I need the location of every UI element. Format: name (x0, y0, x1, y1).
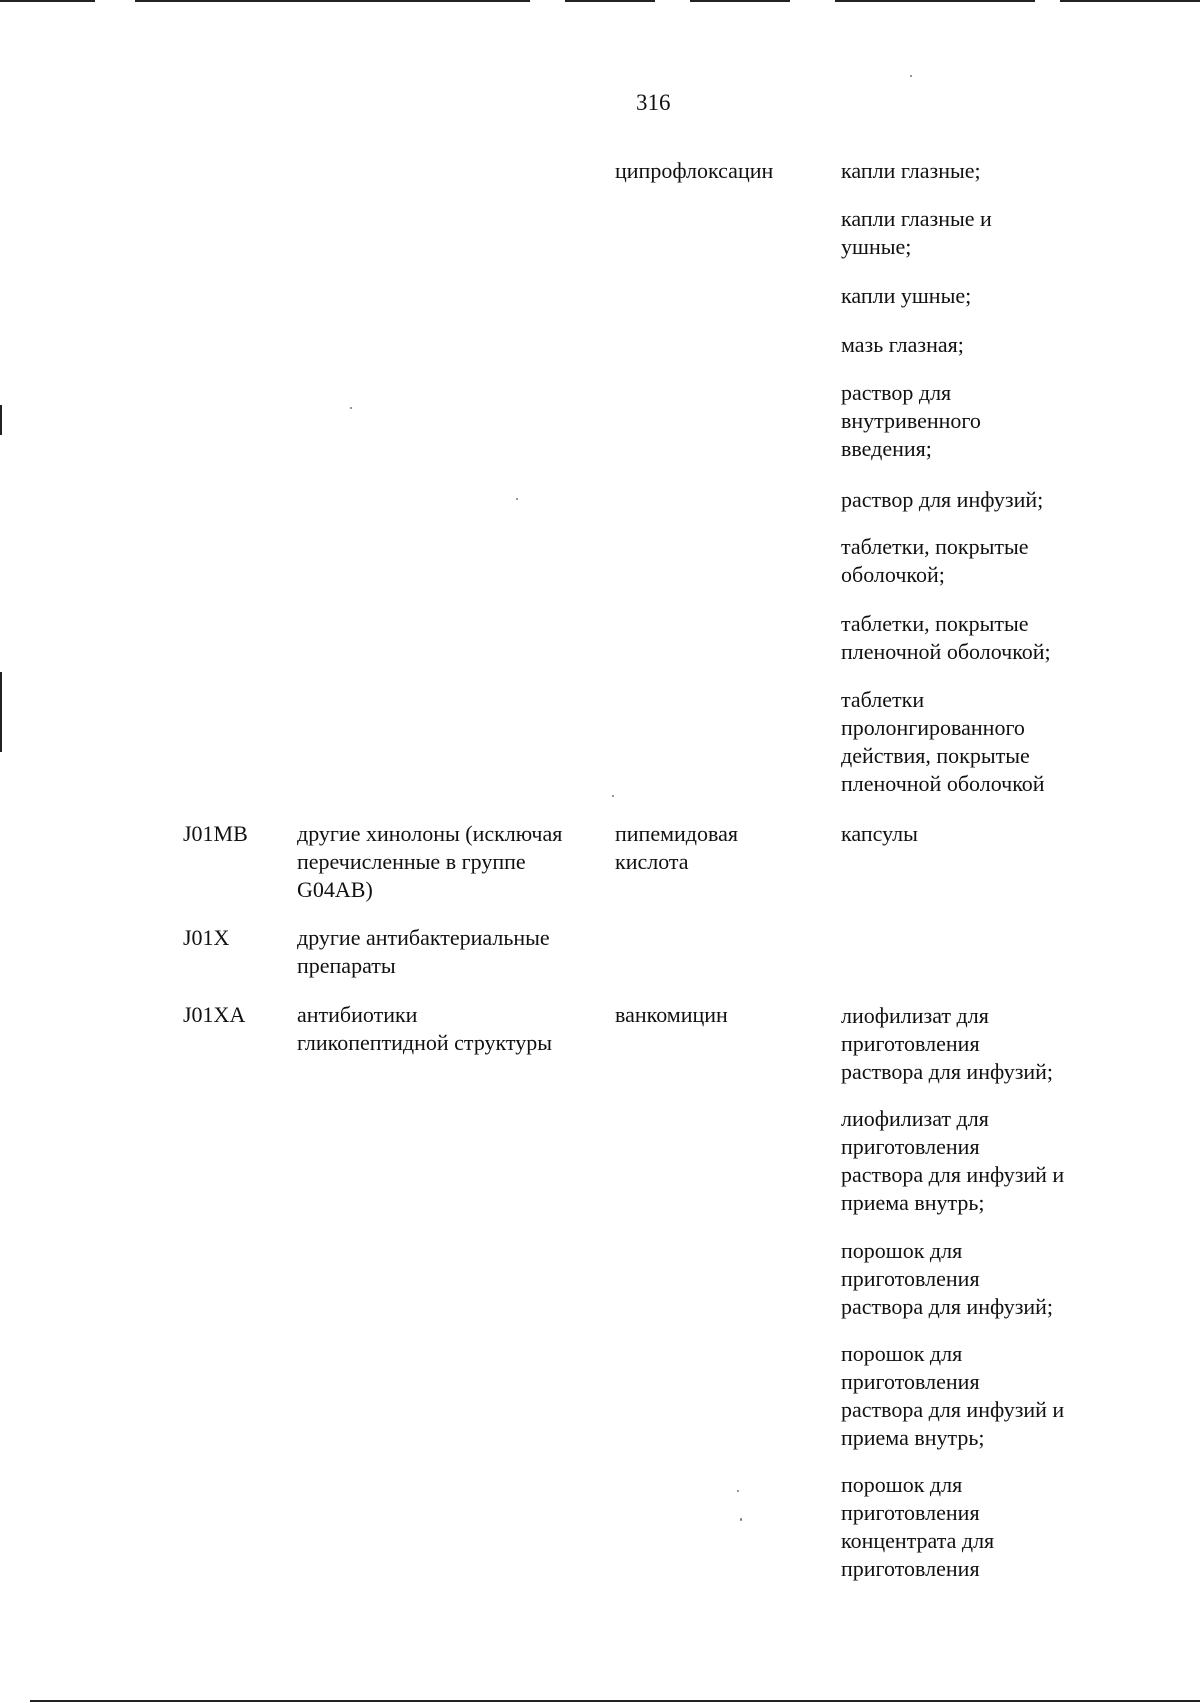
scan-edge-left-1 (0, 405, 2, 435)
substance-name: ванкомицин (615, 1002, 728, 1027)
scan-speck (740, 1518, 742, 1521)
scan-speck (350, 407, 352, 409)
page-number: 316 (636, 90, 671, 115)
dosage-form: порошок для приготовления концентрата для приготовления (841, 1472, 995, 1581)
atc-group-name: другие хинолоны (исключая перечисленные в группе G04AB) (297, 821, 563, 902)
scan-edge-top-6 (1060, 0, 1200, 2)
scan-edge-top-1 (0, 0, 95, 2)
substance-name: пипемидовая кислота (615, 821, 738, 874)
dosage-form: порошок для приготовления раствора для инфузий; (841, 1238, 1054, 1319)
dosage-form: раствор для инфузий; (841, 487, 1044, 512)
scan-edge-bottom (30, 1700, 1200, 1702)
scan-edge-top-5 (835, 0, 1035, 2)
dosage-form: капли ушные; (841, 283, 972, 308)
dosage-form: раствор для внутривенного введения; (841, 380, 981, 461)
dosage-form: мазь глазная; (841, 332, 964, 357)
atc-code: J01MB (183, 821, 248, 846)
scan-speck (516, 498, 518, 500)
dosage-form: таблетки, покрытые оболочкой; (841, 534, 1029, 587)
dosage-form: капли глазные; (841, 158, 981, 183)
dosage-form: порошок для приготовления раствора для инфузий и приема внутрь; (841, 1341, 1065, 1450)
atc-group-name: антибиотики гликопептидной структуры (297, 1002, 553, 1055)
scan-edge-top-3 (565, 0, 655, 2)
dosage-form: лиофилизат для приготовления раствора для инфузий; (841, 1003, 1054, 1084)
atc-group-name: другие антибактериальные препараты (297, 925, 550, 978)
scan-edge-left-2 (0, 672, 2, 752)
dosage-form: капли глазные и ушные; (841, 206, 992, 259)
dosage-form: таблетки пролонгированного действия, покрытые пленочной оболочкой (841, 687, 1045, 796)
scan-edge-top-4 (690, 0, 790, 2)
scan-speck (910, 75, 912, 77)
scan-edge-top-2 (135, 0, 530, 2)
substance-name: ципрофлоксацин (615, 158, 774, 183)
scan-speck (612, 795, 614, 797)
dosage-form: таблетки, покрытые пленочной оболочкой; (841, 611, 1051, 664)
dosage-form: лиофилизат для приготовления раствора для инфузий и приема внутрь; (841, 1106, 1065, 1215)
atc-code: J01X (183, 925, 230, 950)
scan-speck (737, 1490, 739, 1492)
atc-code: J01XA (183, 1002, 246, 1027)
dosage-form: капсулы (841, 821, 918, 846)
